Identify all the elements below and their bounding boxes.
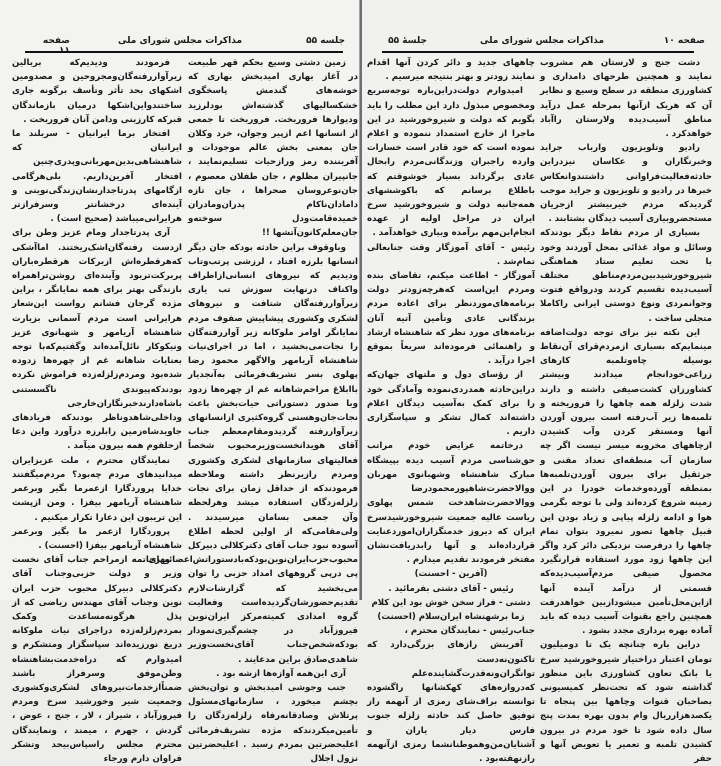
speaker-paragraph <box>367 596 535 610</box>
body-paragraph: آری پدرتاجدار ومام عزیز وطن برای ازدست رفته‌گان‌اشک‌ریختند. اماآشکی که‌هرقطره‌اش ازبرکات هرقطره‌باران پربرکت‌تربود وآینده‌ای روشن‌تراهمراه بازندگی بهتر برای همه نمایانگر ، براین مژده گرجان فشانم رواست این‌شعار هرایرانی است مردم آسمانی بزیارت شاهنشاه آریامهر و شهبانوی عزیز ونیکوکار نائل‌آمده‌اند وگفتیم‌که‌با توجه بعنایات شاهانه غم از چهره‌ها زدوده شده‌بود ومردم‌زلزله‌زده فراموش نکرده بودندکه‌پیوندی ناگسستنی باشاه‌دارند‌خبرنگاران‌خارجی وداخلی‌شاهدوناظر بودندکه فریادهای جاویدشاه‌زمین رابلرزه درآورد واین دعا ازحلقوم همه بیرون میآمد . <box>12 228 182 452</box>
body-paragraph: پروردگارا ازعمر ما بگیر وبرعمر شاهنشاه آریامهر بیفزا (احسنت) . <box>12 526 182 551</box>
running-title: مذاکرات مجلس شورای ملی <box>479 36 605 46</box>
speaker-paragraph <box>367 241 535 269</box>
page-number: صفحه <box>42 36 70 46</box>
speaker-name: آموزگار - <box>494 271 535 282</box>
body-paragraph: زمین دشتی وسیع بحکم قهر طبیعت در آغاز بهاری امیدبخش بهاری که خوشه‌های گندمش پاسخگوی خشکسالیهای گذشته‌اش بودلرزید ودیوارها فروریخت. فروریخت تا جمعی از انسانها اعم ازپیر وجوان، خرد وکلان جان بمعنی بخش عالم موجودات و آفریننده رمز ورازحیات تسلیم‌نمایند ، جانپیران مظلوم ، جان طفلان معصوم ، جان‌نوعروسان صحراها ، جان تازه دامادان‌ناکام پدران‌ومادران خمیده‌قامت‌ودل سوخته‌و جان‌معلم‌کانون‌آتشها !! <box>188 58 358 239</box>
body-paragraph: آری این‌همه آوازه‌ها ازشه بود . <box>216 668 346 679</box>
page-11 <box>0 0 361 764</box>
body-paragraph: از رؤسای دول و ملتهای جهان‌که دراین‌حادثه همدردی‌نموده وآمادگی خود را برای کمک به‌آسیب دیدگان اعلام داشته‌اند کمال تشکر و سپاسگزاری داریم . <box>367 370 535 438</box>
body-paragraph: درخاتمه عرایض خودم مراتب حق‌شناسی مردم آسیب دیده بپیشگاه مبارک شاهنشاه وشهبانوی مهربان ووالاحضرت‌شاهپورمحمودرضا ووالاحضرت‌شاهدخت شمس پهلوی ریاست عالیه جمعیت شیروخورشیدسرخ ایران که دیروز خدمتگزاران‌اموردعنایت قرارداده‌اند و آنها رابدریافت‌نشان مفتخر فرمودند تقدیم میدارم . <box>367 441 535 566</box>
text-column-right <box>540 56 712 766</box>
speaker-name: رئیس - <box>501 242 535 253</box>
text-column-left <box>12 56 182 766</box>
speaker-name: دشتی - <box>498 597 531 608</box>
page-10 <box>362 0 721 764</box>
body-paragraph: فرمودند ودیدیم‌که بربالین زیرآواررفته‌گان‌ومجروحین و مصدومین اشکهای بحد تأثر وتأسف برگونه جاری ساختندواین‌اشکها درمیان بازماندگان قبرکه کارزینی ودامن آنان فروریخت . <box>12 58 182 125</box>
centered-line: (آفرین - احسنت) <box>414 569 488 580</box>
centered-line: زما برشهنشاه ایران‌سلام (احسنت) <box>377 611 525 622</box>
body-paragraph: دشت جنج و لارستان هم مشروب نمایند و همچنین طرحهای دامداری و کشاورزی منطقه در سطح وسیع و نظایر آن که هریک ازآنها بمرحله عمل درآید مناطق آسیب‌دیده ولارستان راآباد خواهدکرد . <box>540 58 712 140</box>
body-paragraph: وباوقوف براین حادثه بودکه جان دیگر انسانها بلرزه افتاد ، لرزشی پرتب‌وتاب ودیدیم که نیروهای انسانی‌ازاطراف واکناف درنهایت سوزش تب یاری زیرآواررفته‌گان شتافت و نیروهای لشکری وکشوری پیشاپیش صفوف مردم نمایانگر اوامر ملوکانه زیر آواررفته‌گان را نجات‌می‌بخشید ، اما در اجرای‌نیات شاهنشاه آریامهر والاگهر محمود رضا پهلوی بسر تشریف‌فرمائی به‌آنجدیار باابلاغ مراحم‌شاهانه غم از چهره‌ها زدود وبا صدور دستوراتی حیات‌بخش باعث نجات‌جان‌وهستی گروه‌کثیری ازانسانهای زیرآواررفته گردیدومقام‌معظم جناب آقای هویدانخست‌وزیرمحبوب شخصاً فعالیتهای سازمانهای لشکری وکشوری ومردم رازیرنظر داشته وملاحظه فرمودندکه از حداقل زمان برای نجات زلزله‌زدگان استفاده میشد وهرلحظه وآن جمعی بسامان میرسیدند . ولی‌مقامی‌که از اولین لحظه اطلاع آسوده نبود جناب آقای دکترکلالی دبیرکل محبوب‌حزب‌ایران‌نوین‌بودکه‌بادستوراتش‌اعضائیهای پی درپی گروههای امداد حزبی را توان می‌بخشید که گزارشات‌لازم تقدیم‌حضورشان‌گردیده‌است وفعالیت گروه امدادی کمیته‌مرکز ایران‌نوین فیروزآباد در چشم‌گیری‌نمودار بودکه‌شخص‌جناب آقای‌نخست‌وزیر شاهدی‌صادق براین مدعایند . <box>148 242 358 665</box>
body-paragraph: چاههای جدید و دائر کردن آنها اقدام نمایند زودتر و بهتر بنتیجه میرسیم . <box>367 58 535 83</box>
speaker-paragraph <box>367 582 535 596</box>
body-paragraph: رادیو وتلویزیون وارباب جراید وخبرنگاران و عکاسان نیزدراین حادثه‌فعالیت‌فراوانی داشتندوانعکاس خبرها در رادیو و تلویزیون و جراید موجب گردیدکه مردم خیربیشتر ازجریان مستحضروبیاری آسیب دیدگان بشتابند . <box>540 143 712 225</box>
body-paragraph: افتخار برما ایرانیان - سربلند ما ایرانیان که شاهنشاهی‌بدین‌مهربانی‌وپدری‌چنین افتخار آفرین‌داریم. بلی‌هرگامی ازگامهای پدرتاجدارنشان‌زندگی‌نوینی و آینده‌ای درخشانتر وسرفرازتر هرایرانی‌میباشد (صحیح است) . <box>12 129 182 225</box>
session-number: جلسه ۵۵ <box>306 36 345 46</box>
header-rule <box>25 51 343 53</box>
session-number: جلسهٔ ۵۵ <box>388 36 427 46</box>
speaker-text: آقای دشتی بفرمائید . <box>388 583 481 594</box>
body-paragraph: بسیاری از مردم نقاط دیگر بودندکه وسائل و مواد غذائی بمحل آوردند وخود با تحت تعلیم ستاد هماهنگی شیروخورشیدبین‌مردم‌مناطق مختلف آسیب‌دیده تقسیم کردند ودرواقع فتوت وجوانمردی ونوع دوستی ایرانی راکاملا متجلی ساخت . <box>540 228 712 324</box>
text-column-left <box>367 56 535 766</box>
body-paragraph: نمایندگان محترم ، ملت عزیزایران میدانیدهای مردم چه‌بود؟ مردم‌میگفتند خدایا پروردگارا ازعمرما بگیر وبرعمر شاهنشاه آریامهر بیفزا . ومن ازپشت این تریبون این دعارا تکرار میکنیم . <box>12 455 182 523</box>
speaker-paragraph <box>367 269 535 368</box>
speaker-text: آقای آموزگار وقت جنابعالی تمام‌شد . <box>367 242 535 267</box>
body-paragraph: این نکته نیز برای توجه دولت‌اضافه مینمایم‌که بسیاری ازمردم‌قرای آن‌نقاط بوسیله چاه‌وتلمبه کارهای زراعی‌خودانجام میدادند وبیشتر کشاورزان کشت‌صیفی داشته و دارند شدت زلزله همه چاهها را فروریخته و تلمبه‌ها زیر آب‌رفته است بیرون آوردن آنها ومستقر کردن وآب کشیدن ازچاههای مخروبه میسر نیست اگر چه سازمان آب منطقه‌ای تعداد مقنی و جرثقیل برای بیرون آوردن‌تلمبه‌ها بمنطقه آورده‌وخدمات خودرا در این زمینه شروع کرده‌اند ولی با توجه بگرمی هوا و ادامه زلزله پیاپی و زیاد بودن این قبیل چاهها تصور نمیرود بتوان تمام چاهها را درفرصت نزدیکی دائر کرد واگر این چاهها زود مورد استفاده قرارنگیرد محصول صیفی مردم‌آسیب‌دیده‌که قسمتی از درآمد آینده آنها ازاین‌محل‌تأمین میشود‌ازبین خواهدرفت همچنین راجع بقنوات آسیب دیده که باید آماده بهره برداری مجدد بشود . <box>540 327 712 637</box>
body-paragraph: جناب‌رئیس - نمایندگان محترم ، <box>404 626 535 637</box>
text-column-right <box>148 56 358 766</box>
body-paragraph: آفرینش رازهای بزرگی‌دارد که تاکنون‌نه‌دست توانگران‌ونه‌قدرت‌گشاینده‌علم که‌دروازه‌های کهکشانها راگشوده توانسته براف‌شای رمزی از آنهمه راز توفیق حاصل کند حادثه زلزله جنوب فارس دیار یاران و آشنایان‌من‌وهموطنانشما رمزی ازآنهمه رازنهفته‌بود . <box>367 640 535 764</box>
header-rule <box>382 51 694 53</box>
speaker-text: اطاعت میکنم، تقاضای بنده ومردم این‌است که‌هرچه‌زودتر دولت برنامه‌های‌موردنظر برای اعاده مردم بزندگانی عادی وتأمین آتیه آنان برنامه‌های مورد نظر که شاهنشاه ارشاد و راهنمائی فرموده‌اند سریعاً بموقع اجرا درآید . <box>367 271 535 367</box>
body-paragraph: دراین باره چنانچه یک تا دومیلیون تومان اعتبار دراختیار شیروخورشید سرخ یا بانک تعاون کشاورزی باین منظور گذاشته شود که تحت‌نظر کمیسیونی بصاحبان قنوات وچاهها بین پنجاه تا یکصدهزارریال وام بدون بهره بمدت پنج سال داده شود تا خود مردم در بیرون کشیدن تلمبه و تعمیر یا تعویض آنها و حفر <box>540 640 712 764</box>
page-number: صفحه ۱۰ <box>663 36 705 46</box>
speaker-text: فراز سخن خوش بود این کلام <box>371 597 496 608</box>
body-paragraph: ودرخاتمه ازمراحم جناب آقای نخست وزیر و دولت حزبی‌وجناب آقای دکترکلالی دبیرکل محبوب حزب ایران نوین وجناب آقای مهندس ریاضی که از پذل هرگونه‌مساعدت وکمک بمردم‌زلزله‌زده دراجرای نیات ملوکانه دریغ نورزیده‌اند سپاسگزار ومتشکرم و امیدوارم که دراه‌خدمت‌بشاهنشاه وطن‌موفق وسرفراز باشند ضمناً‌ازخدمات‌نیروهای لشکری‌وکشوری وجمعیت شیر وخورشید سرخ ومردم فیروزآباد ، شیراز ، لار ، جنج ، عوض ، گردش ، جهرم ، میمند ، ونمایندگان محترم مجلس راسپاس‌بیحد وتشکر فراوان دارم ورجاء <box>12 555 182 764</box>
speaker-name: رئیس - <box>483 583 514 594</box>
body-paragraph: امیدوارم دولت‌دراین‌باره توجه‌سریع ومخصوص مبذول دارد این مطلب را باید بگویم که دولت و شیروخورشید در این ماجرا از خارج استمداد ننموده و اعلام نموده است که خود قادر است خسارات وارده راجبران وزندگانی‌مردم رابحال عادی برگرداند بسیار خوشوقتم که باطلاع برسانم که باکوششهای همه‌جانبه دولت و شیروخورشید سرخ ایران در مراحل اولیه از عهده انجام‌این‌مهم برآمده وبیاری خواهدآمد . <box>367 86 535 239</box>
running-title: مذاکرات مجلس شورای ملی <box>117 36 243 46</box>
body-paragraph: جنب وجوشی امیدبخش و توان‌بخش بچشم میخورد ، سازمانهای‌مسئول پرتلاش وصادقانه‌رفاه زلزله‌زدگان را تأمین‌میکردندکه مژده تشریف‌فرمائی اعلیحضرتین بمردم رسید . اعلیحضرتین نزول اجلال <box>188 682 358 764</box>
